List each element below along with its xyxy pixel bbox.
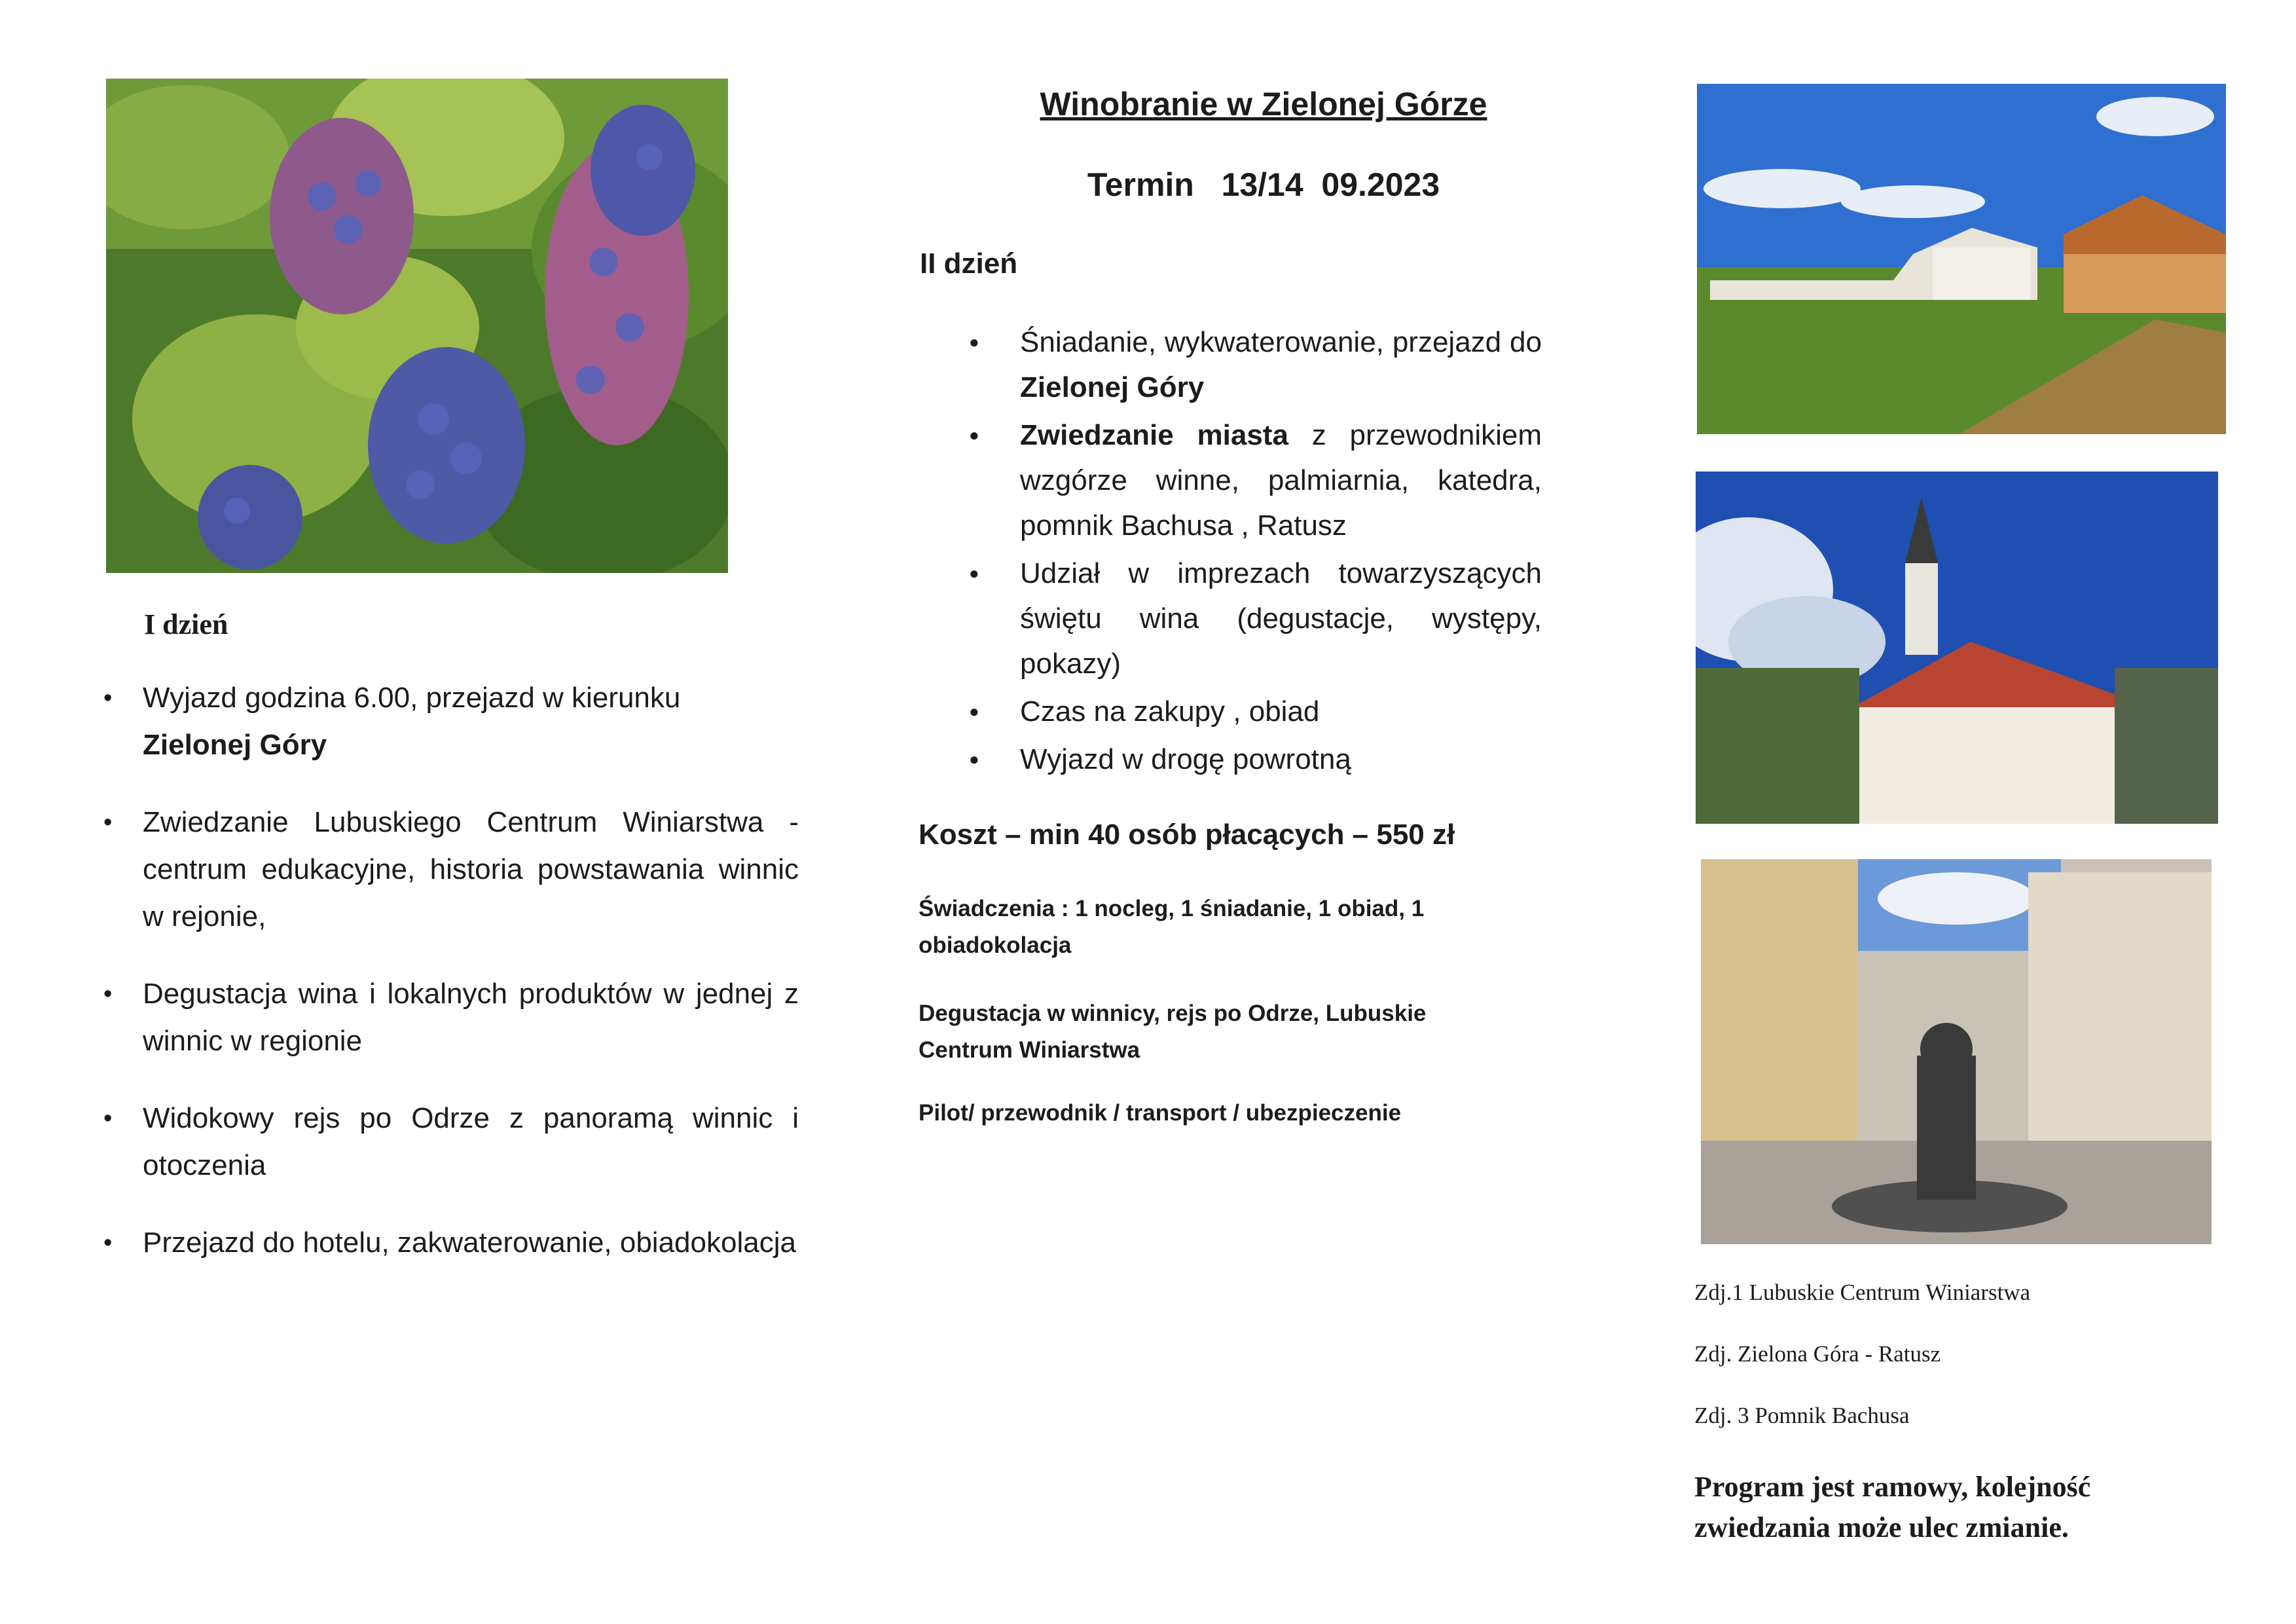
list-item: • Zwiedzanie Lubuskiego Centrum Winiarstwa - centrum edukacyjne, historia powstawania winnic w rejonie, <box>98 799 799 940</box>
wine-center-photo <box>1697 84 2226 434</box>
day2-title: II dzień <box>920 248 1018 280</box>
grapes-photo <box>106 79 728 573</box>
cost-line: Koszt – min 40 osób płacących – 550 zł <box>919 819 1455 851</box>
date-term: Termin 13/14 09.2023 <box>1087 166 1440 203</box>
list-item: • Degustacja wina i lokalnych produktów w jednej z winnic w regionie <box>98 970 799 1065</box>
town-hall-photo <box>1696 471 2218 824</box>
bacchus-monument-photo <box>1701 859 2212 1244</box>
program-note: Program jest ramowy, kolejność zwiedzania może ulec zmianie. <box>1694 1471 2091 1543</box>
list-item: ● Udział w imprezach towarzyszących świętu wina (degustacje, występy, pokazy) <box>962 551 1542 686</box>
tasting-line: Degustacja w winnicy, rejs po Odrze, Lubuskie Centrum Winiarstwa <box>919 1001 1427 1063</box>
day1-list <box>98 674 799 1297</box>
caption-2: Zdj. Zielona Góra - Ratusz <box>1694 1341 1941 1367</box>
day2-list <box>962 320 1542 784</box>
day1-title: I dzień <box>144 608 228 640</box>
list-item: ● Czas na zakupy , obiad <box>962 689 1542 734</box>
list-item: ● Wyjazd w drogę powrotną <box>962 737 1542 782</box>
photo-captions <box>1694 1277 2218 1462</box>
list-item: ● Śniadanie, wykwaterowanie, przejazd do Zielonej Góry <box>962 320 1542 410</box>
page-title: Winobranie w Zielonej Górze <box>1040 86 1487 122</box>
list-item: ● Zwiedzanie miasta z przewodnikiem wzgórze winne, palmiarnia, katedra, pomnik Bachusa , Ratusz <box>962 413 1542 548</box>
list-item: • Przejazd do hotelu, zakwaterowanie, obiadokolacja <box>98 1219 799 1266</box>
caption-1: Zdj.1 Lubuskie Centrum Winiarstwa <box>1694 1280 2031 1305</box>
caption-3: Zdj. 3 Pomnik Bachusa <box>1694 1403 1910 1428</box>
list-item: • Wyjazd godzina 6.00, przejazd w kierunku Zielonej Góry <box>98 674 799 769</box>
services-line: Świadczenia : 1 nocleg, 1 śniadanie, 1 obiad, 1 obiadokolacja <box>919 896 1425 958</box>
pilot-line: Pilot/ przewodnik / transport / ubezpieczenie <box>919 1100 1402 1126</box>
list-item: • Widokowy rejs po Odrze z panoramą winnic i otoczenia <box>98 1095 799 1189</box>
